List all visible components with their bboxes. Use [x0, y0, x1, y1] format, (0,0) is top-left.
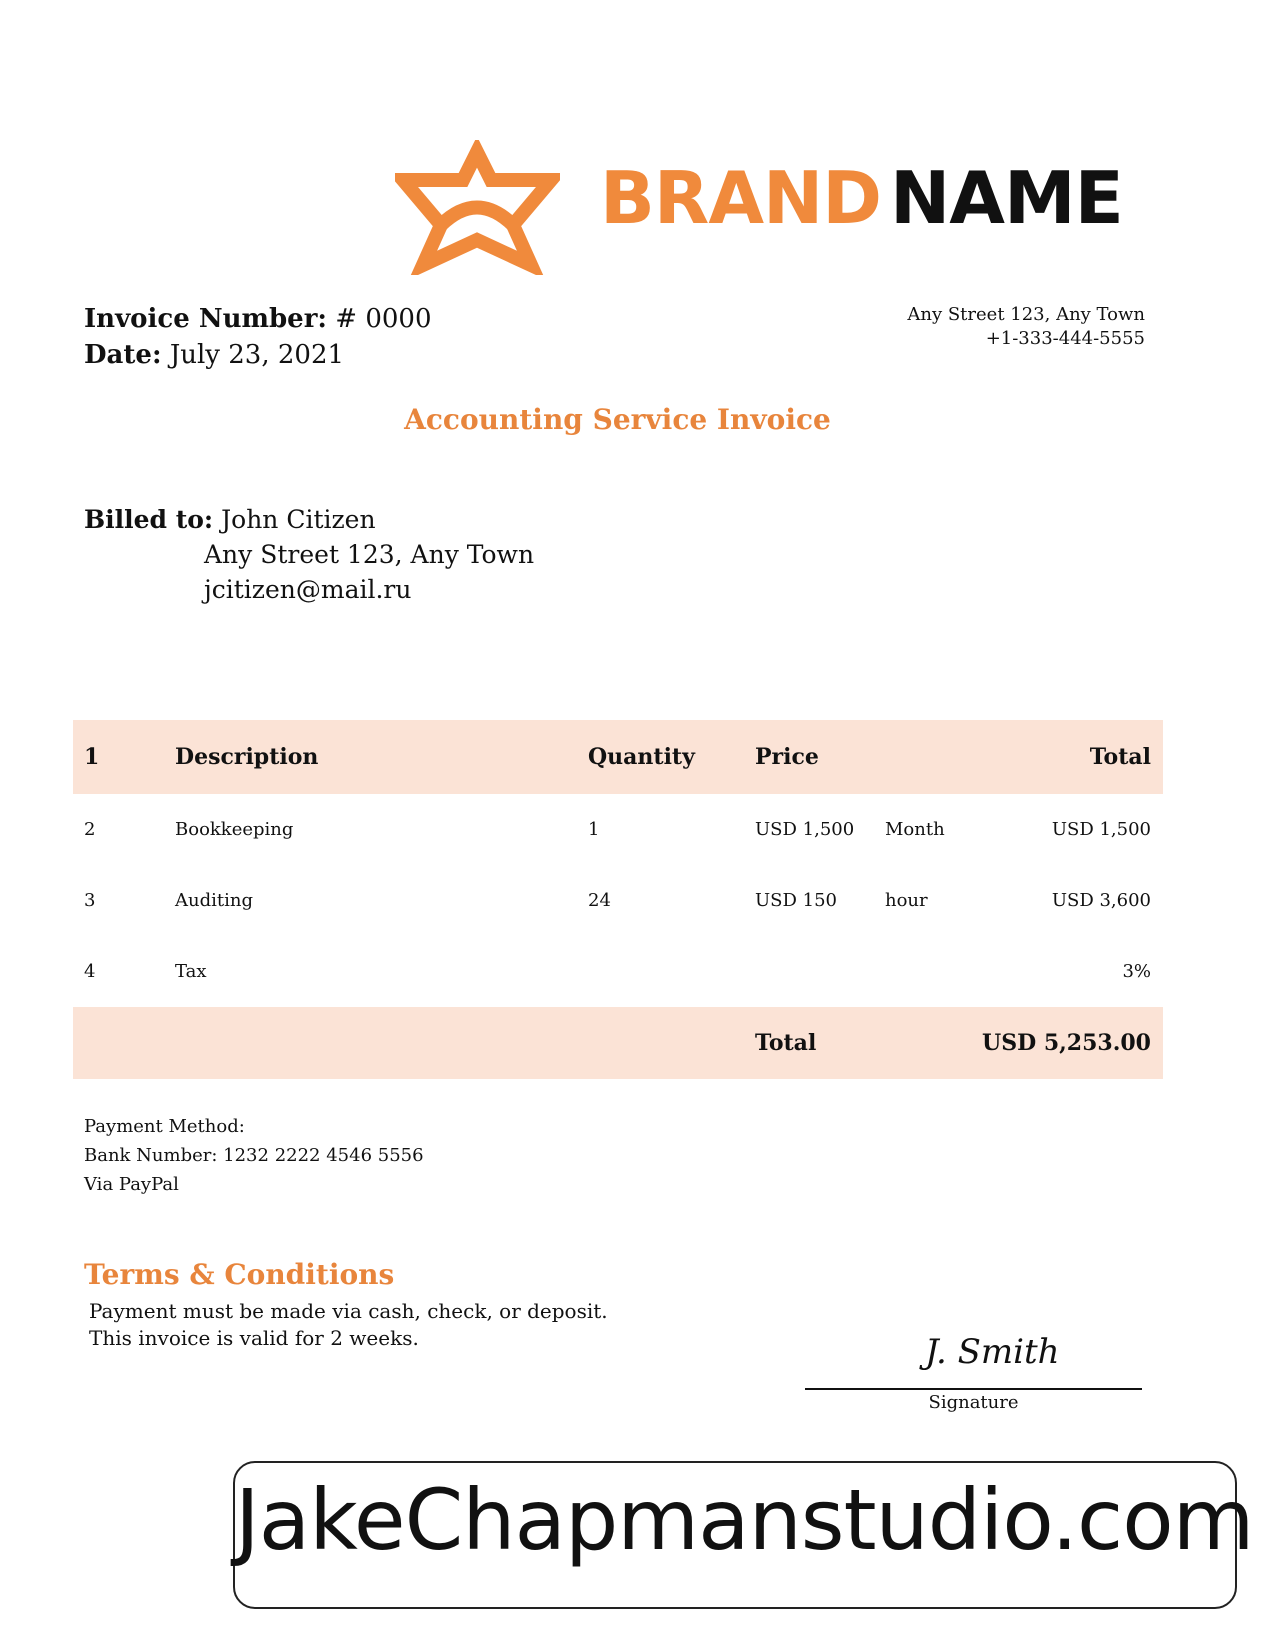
- company-phone: +1-333-444-5555: [985, 328, 1145, 349]
- terms-line-2: This invoice is valid for 2 weeks.: [89, 1326, 419, 1350]
- invoice-date: [84, 342, 344, 368]
- table-header: [73, 720, 1163, 794]
- terms-line-1: Payment must be made via cash, check, or deposit.: [89, 1299, 608, 1323]
- billed-email: jcitizen@mail.ru: [204, 575, 412, 604]
- table-row: [73, 936, 1163, 1007]
- billed-label: Billed to:: [84, 505, 214, 534]
- bank-number: Bank Number: 1232 2222 4546 5556: [84, 1145, 424, 1166]
- row-total: USD 1,500: [1051, 819, 1151, 840]
- header-description: Description: [175, 744, 319, 770]
- row-quantity: 1: [588, 819, 600, 840]
- billed-name: John Citizen: [221, 505, 376, 534]
- header-price: Price: [755, 744, 819, 770]
- company-info: [907, 303, 1145, 351]
- row-quantity: 24: [588, 890, 611, 911]
- invoice-date-label: Date:: [84, 340, 162, 370]
- terms-title: Terms & Conditions: [84, 1258, 395, 1291]
- invoice-table: [73, 720, 1163, 1079]
- row-description: Auditing: [175, 890, 253, 911]
- table-row: [73, 865, 1163, 936]
- payment-method: Payment Method:: [84, 1116, 245, 1137]
- brand-logo: [395, 140, 1145, 285]
- star-knot-icon: [395, 140, 560, 275]
- table-footer: [73, 1007, 1163, 1079]
- document-title: Accounting Service Invoice: [404, 403, 831, 436]
- billed-address: Any Street 123, Any Town: [204, 540, 535, 569]
- watermark-text: JakeChapmanstudio.com: [235, 1471, 1254, 1569]
- row-num: 2: [84, 819, 96, 840]
- row-description: Tax: [175, 961, 207, 982]
- row-unit: Month: [885, 819, 945, 840]
- invoice-number-value: # 0000: [335, 304, 432, 334]
- row-num: 4: [84, 961, 96, 982]
- row-total: 3%: [1122, 961, 1151, 982]
- header-num: 1: [84, 744, 100, 770]
- row-total: USD 3,600: [1051, 890, 1151, 911]
- billed-to: [84, 502, 534, 607]
- header-total: Total: [1089, 744, 1151, 770]
- signature-script: J. Smith: [925, 1332, 1060, 1372]
- company-address: Any Street 123, Any Town: [907, 304, 1145, 325]
- invoice-date-value: July 23, 2021: [169, 340, 345, 370]
- payment-info: [84, 1112, 424, 1199]
- row-description: Bookkeeping: [175, 819, 294, 840]
- row-unit: hour: [885, 890, 928, 911]
- table-row: [73, 794, 1163, 865]
- brand-word-2: NAME: [890, 156, 1123, 240]
- footer-total-label: Total: [755, 1030, 817, 1056]
- invoice-number: [84, 306, 432, 332]
- footer-total-value: USD 5,253.00: [982, 1030, 1151, 1056]
- row-num: 3: [84, 890, 96, 911]
- payment-paypal: Via PayPal: [84, 1174, 179, 1195]
- header-quantity: Quantity: [588, 744, 695, 770]
- brand-word-1: BRAND: [600, 156, 882, 240]
- invoice-number-label: Invoice Number:: [84, 304, 328, 334]
- signature-label: Signature: [928, 1392, 1019, 1413]
- terms-text: [89, 1298, 608, 1352]
- signature-line: [805, 1388, 1142, 1390]
- row-price: USD 1,500: [755, 819, 855, 840]
- watermark-banner: [233, 1461, 1254, 1609]
- row-price: USD 150: [755, 890, 838, 911]
